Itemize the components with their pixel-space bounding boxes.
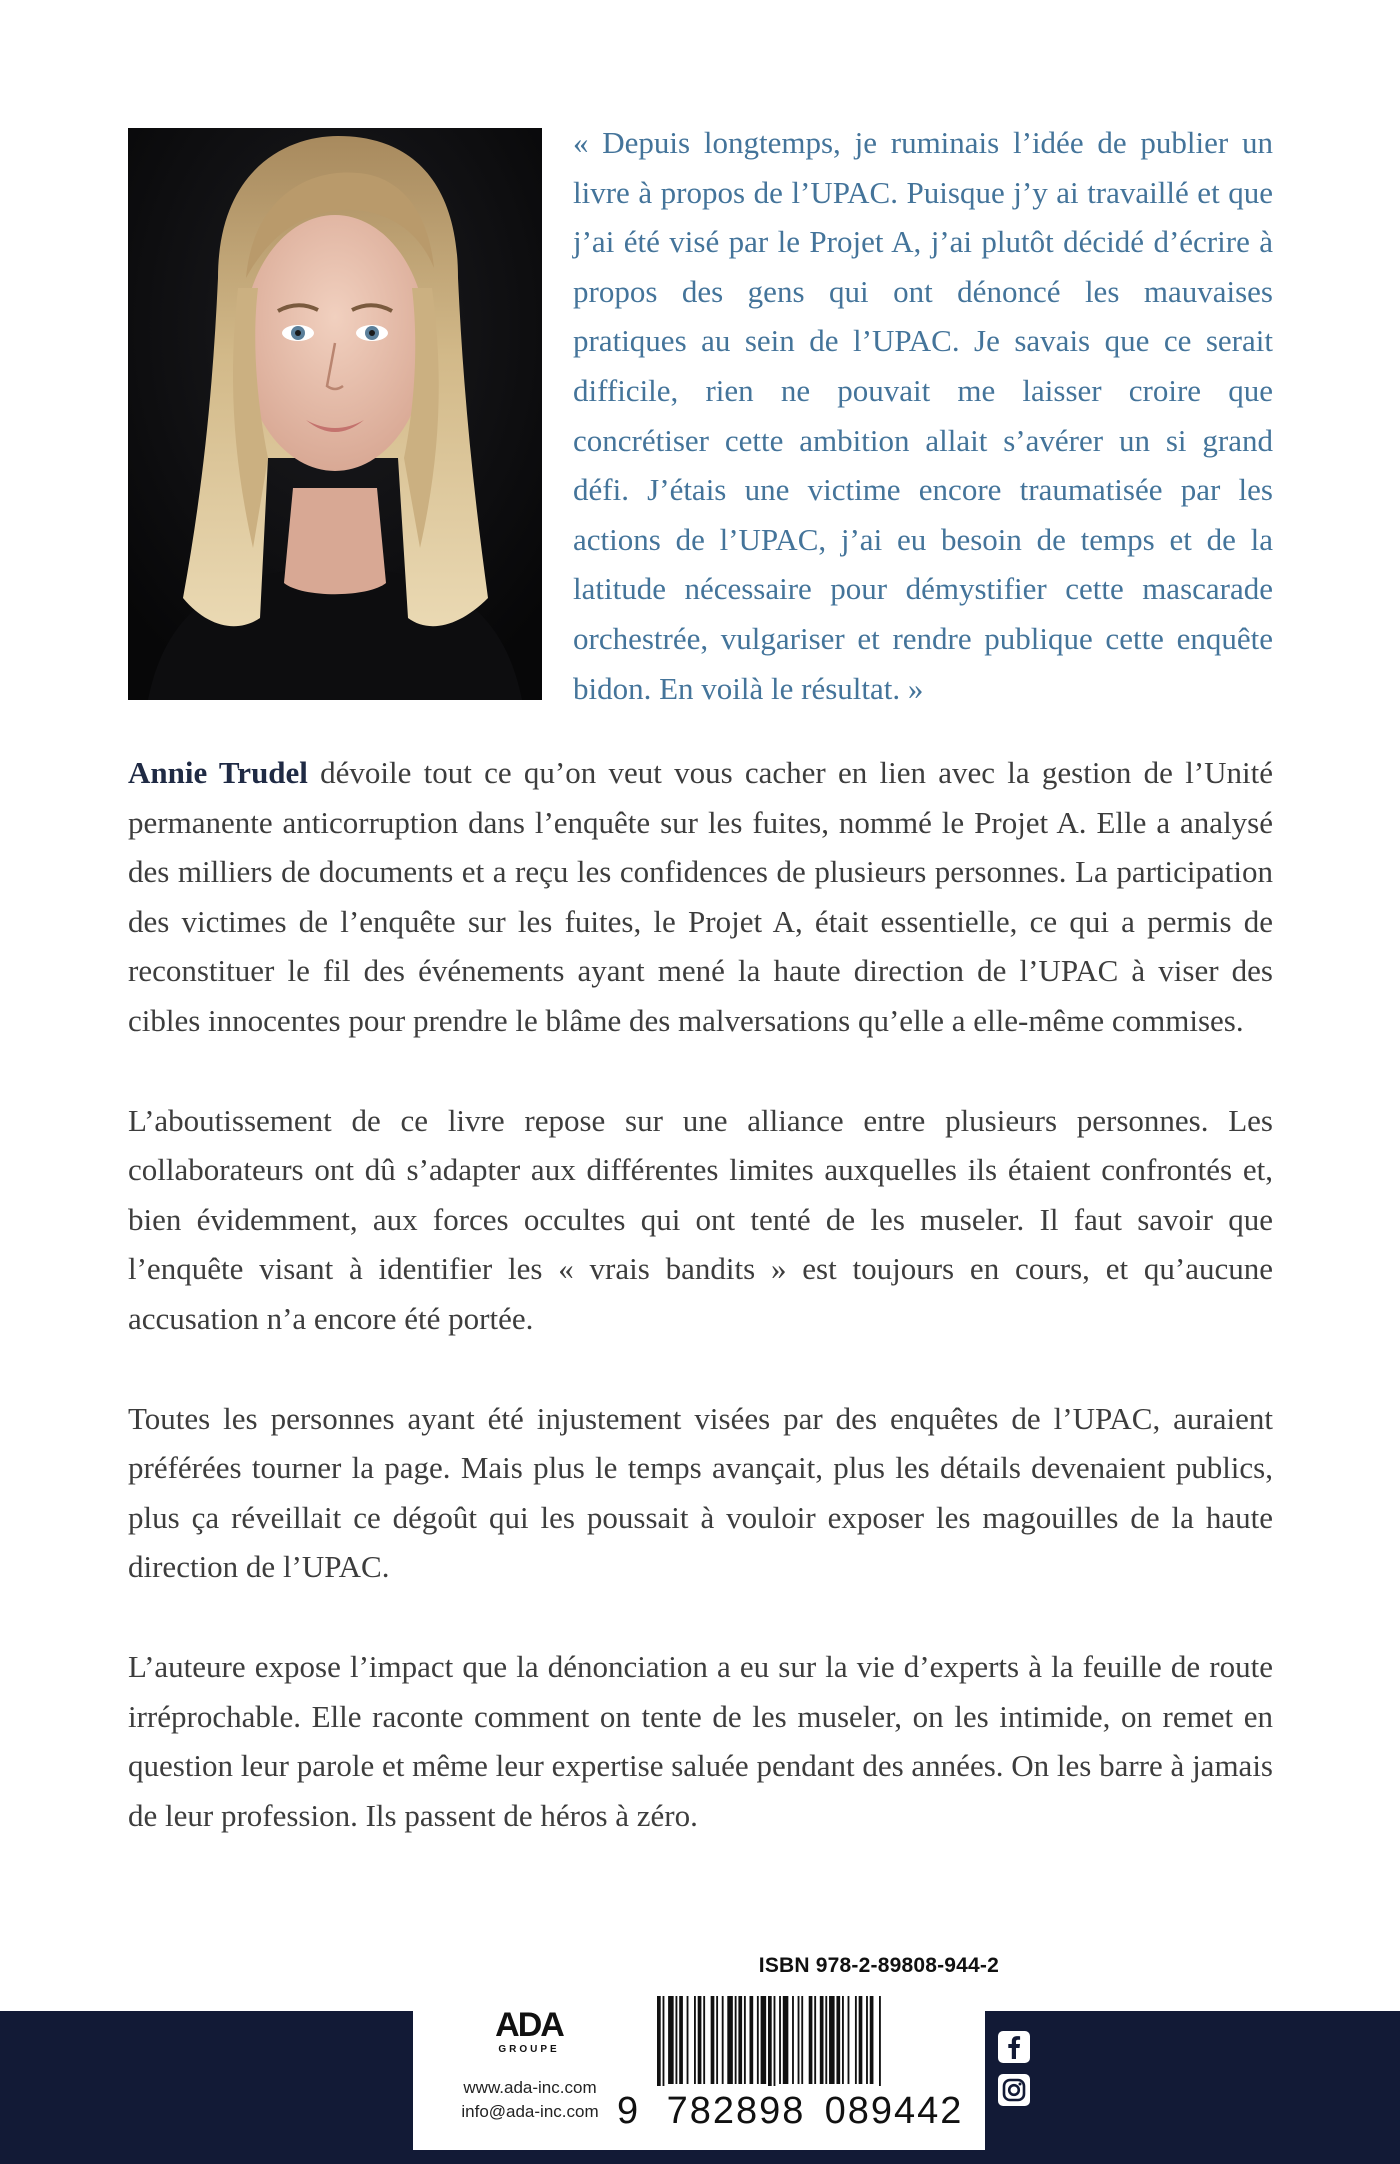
barcode-bar [744,1996,746,2084]
barcode-bar [735,1996,737,2084]
barcode-bar [727,1996,733,2084]
barcode-bar [829,1996,835,2084]
barcode-bar [855,1996,857,2084]
instagram-icon[interactable] [998,2074,1030,2106]
barcode-bar [870,1996,874,2084]
barcode-bar [783,1996,789,2084]
barcode-bar [668,1996,674,2084]
barcode-bar [698,1996,702,2084]
author-portrait-illustration [128,128,542,700]
barcode-bar [814,1996,816,2084]
publisher-logo-sub: GROUPE [498,2044,560,2055]
paragraph-1-text: dévoile tout ce qu’on veut vous cacher en lien avec la gestion de l’Unité permanente anticorruption dans l’enquête sur les fuites, nommé le Projet A. Elle a analysé des milliers de documents et a reçu les confidences de plusieurs personnes. La participation des victimes de l’enquête sur les fuites, le Projet A, était essentielle, ce qui a permis de reconstituer le fil des événements ayant mené la haute direction de l’UPAC à viser des cibles innocentes pour prendre le blâme des malversations qu’elle a elle-même commises. [128,755,1273,1038]
publisher-logo-main: ADA [495,2006,563,2044]
barcode-right-group: 089442 [824,2089,964,2132]
publisher-website[interactable]: www.ada-inc.com [463,2078,597,2097]
barcode-bar [820,1996,824,2084]
description-paragraph-2: L’aboutissement de ce livre repose sur une alliance entre plusieurs personnes. Les collaborateurs ont dû s’adapter aux différentes limites auxquelles ils étaient confrontés et, bien évidemment, aux forces occultes qui ont tenté de les museler. Il faut savoir que l’enquête visant à identifier les « vrais bandits » est toujours en cours, et qu’aucune accusation n’a encore été portée. [128,1102,1273,1336]
barcode-bar [722,1996,724,2084]
barcode-bar [738,1996,742,2084]
barcode-bar [694,1996,696,2084]
barcode-bar [757,1996,759,2084]
publisher-logo [489,2004,569,2056]
barcode-bar [809,1996,813,2084]
description-paragraph-1 [128,748,1273,1046]
barcode-bar [801,1996,803,2084]
facebook-icon[interactable] [998,2031,1030,2063]
barcode-bar [676,1996,678,2084]
barcode-bar [859,1996,863,2084]
barcode-bar [703,1996,705,2084]
barcode-bar [798,1996,800,2084]
isbn-label: ISBN 978-2-89808-944-2 [758,1954,999,1977]
barcode-bar [716,1996,718,2084]
barcode-bar [792,1996,794,2084]
description-paragraph-3: Toutes les personnes ayant été injustement visées par des enquêtes de l’UPAC, auraient préférées tourner la page. Mais plus le temps avançait, plus les détails devenaient publics, plus ça réveillait ce dégoût qui les poussait à vouloir exposer les magouilles de la haute direction de l’UPAC. [128,1400,1273,1585]
barcode-bar [825,1996,827,2084]
author-quote: « Depuis longtemps, je ruminais l’idée de publier un livre à propos de l’UPAC. Puisque j’y ai travaillé et que j’ai été visé par le Projet A, j’ai plutôt décidé d’écrire à propos des gens qui ont dénoncé les mauvaises pratiques au sein de l’UPAC. Je savais que ce serait difficile, rien ne pouvait me laisser croire que concrétiser cette ambition allait s’avérer un si grand défi. J’étais une victime encore traumatisée par les actions de l’UPAC, j’ai eu besoin de temps et de la latitude nécessaire pour démystifier cette mascarade orchestrée, vulgariser et rendre publique cette enquête bidon. En voilà le résultat. » [573,125,1273,706]
barcode-bar [679,1996,683,2084]
barcode-bar [711,1996,715,2084]
barcode-bar [779,1996,781,2084]
barcode-left-group: 782898 [666,2089,806,2132]
barcode-first-digit: 9 [617,2089,641,2132]
barcode-bar [866,1996,868,2084]
publisher-email[interactable]: info@ada-inc.com [461,2102,599,2121]
author-photo [128,128,542,700]
author-name: Annie Trudel [128,755,308,790]
barcode-bar [750,1996,754,2084]
barcode-bar [687,1996,689,2084]
barcode-bar [836,1996,840,2084]
barcode-bar [761,1996,767,2084]
barcode-digits [615,2086,977,2136]
barcode-bar [848,1996,850,2084]
barcode-bar [842,1996,844,2084]
book-description [128,748,1273,1890]
description-paragraph-4: L’auteure expose l’impact que la dénonciation a eu sur la vie d’experts à la feuille de route irréprochable. Elle raconte comment on tente de les museler, on les intimide, on remet en question leur parole et même leur expertise saluée pendant des années. On les barre à jamais de leur profession. Ils passent de héros à zéro. [128,1648,1273,1833]
